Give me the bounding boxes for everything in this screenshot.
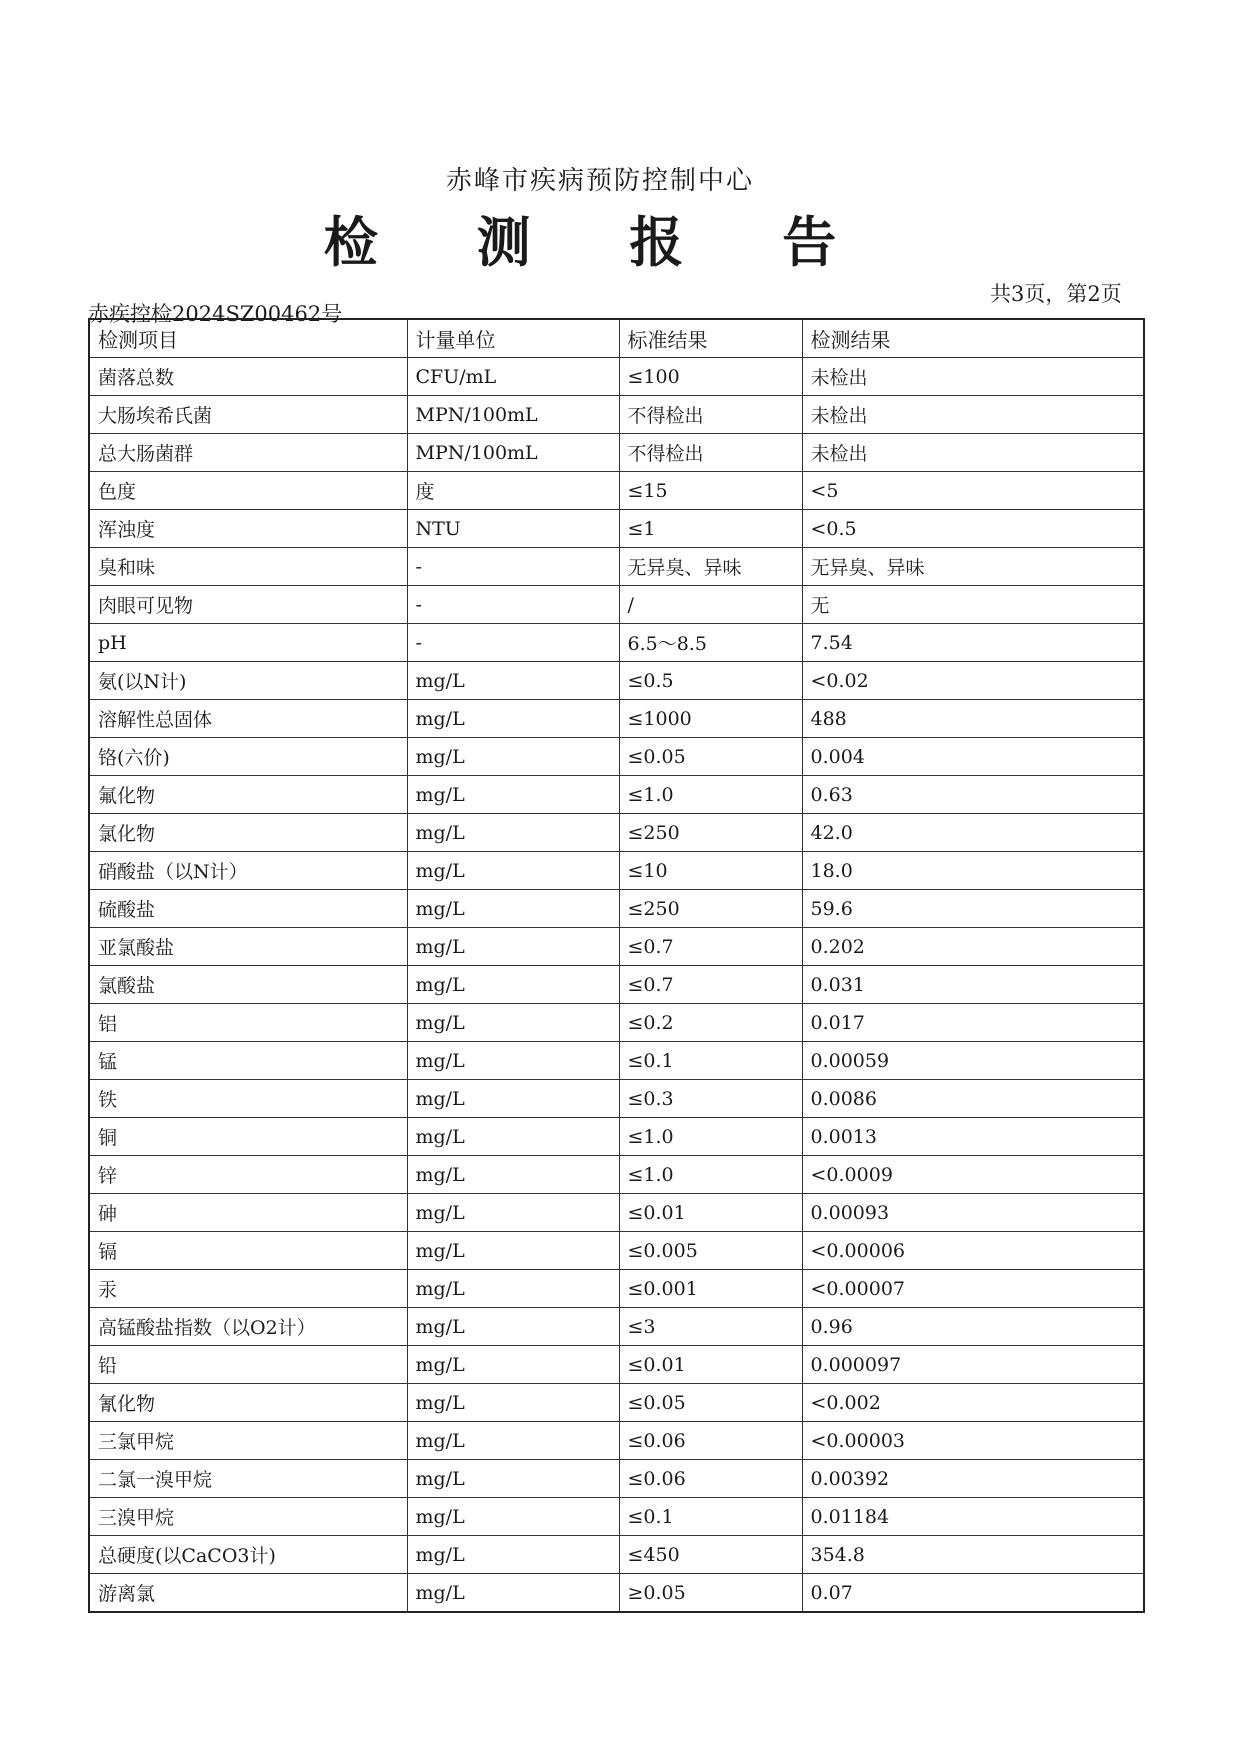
cell-item: 铜 <box>89 1118 407 1156</box>
table-row <box>89 1346 1144 1384</box>
cell-unit: mg/L <box>407 1270 619 1308</box>
page-info: 共3页，第2页 <box>990 282 1122 306</box>
cell-standard: ≤250 <box>619 890 802 928</box>
cell-standard: ≤450 <box>619 1536 802 1574</box>
table-row <box>89 1194 1144 1232</box>
cell-item: 砷 <box>89 1194 407 1232</box>
cell-result: <0.00003 <box>802 1422 1144 1460</box>
cell-standard: ≤0.1 <box>619 1042 802 1080</box>
cell-result: <0.5 <box>802 510 1144 548</box>
cell-unit: NTU <box>407 510 619 548</box>
column-header-standard: 标准结果 <box>619 319 802 358</box>
cell-unit: mg/L <box>407 890 619 928</box>
cell-item: 镉 <box>89 1232 407 1270</box>
cell-unit: mg/L <box>407 738 619 776</box>
report-number: 赤疾控检2024SZ00462号 <box>88 302 343 326</box>
cell-item: 游离氯 <box>89 1574 407 1613</box>
cell-item: 总大肠菌群 <box>89 434 407 472</box>
cell-result: 未检出 <box>802 358 1144 396</box>
cell-item: 铅 <box>89 1346 407 1384</box>
table-row <box>89 548 1144 586</box>
cell-item: 氯酸盐 <box>89 966 407 1004</box>
cell-standard: ≤0.06 <box>619 1460 802 1498</box>
cell-unit: mg/L <box>407 776 619 814</box>
table-row <box>89 814 1144 852</box>
column-header-unit: 计量单位 <box>407 319 619 358</box>
cell-unit: mg/L <box>407 1422 619 1460</box>
cell-result: 0.031 <box>802 966 1144 1004</box>
table-row <box>89 890 1144 928</box>
cell-unit: mg/L <box>407 1574 619 1613</box>
cell-item: 铝 <box>89 1004 407 1042</box>
cell-standard: ≤0.5 <box>619 662 802 700</box>
cell-standard: ≤0.05 <box>619 738 802 776</box>
cell-standard: ≤1.0 <box>619 776 802 814</box>
cell-unit: MPN/100mL <box>407 396 619 434</box>
cell-standard: 不得检出 <box>619 434 802 472</box>
table-row <box>89 1042 1144 1080</box>
cell-standard: ≤0.06 <box>619 1422 802 1460</box>
cell-item: pH <box>89 624 407 662</box>
table-row <box>89 472 1144 510</box>
cell-result: 0.004 <box>802 738 1144 776</box>
cell-result: 42.0 <box>802 814 1144 852</box>
cell-result: 未检出 <box>802 396 1144 434</box>
cell-item: 三溴甲烷 <box>89 1498 407 1536</box>
cell-result: <0.0009 <box>802 1156 1144 1194</box>
table-row <box>89 1460 1144 1498</box>
cell-standard: ≤1.0 <box>619 1118 802 1156</box>
cell-result: 未检出 <box>802 434 1144 472</box>
cell-standard: ≤0.01 <box>619 1346 802 1384</box>
table-row <box>89 586 1144 624</box>
cell-unit: mg/L <box>407 700 619 738</box>
table-row <box>89 1574 1144 1613</box>
cell-item: 铁 <box>89 1080 407 1118</box>
cell-item: 氟化物 <box>89 776 407 814</box>
cell-unit: mg/L <box>407 852 619 890</box>
cell-standard: ≤0.05 <box>619 1384 802 1422</box>
table-row <box>89 852 1144 890</box>
cell-unit: mg/L <box>407 1346 619 1384</box>
table-row <box>89 434 1144 472</box>
cell-item: 臭和味 <box>89 548 407 586</box>
cell-unit: mg/L <box>407 1308 619 1346</box>
table-row <box>89 1498 1144 1536</box>
cell-unit: CFU/mL <box>407 358 619 396</box>
cell-item: 大肠埃希氏菌 <box>89 396 407 434</box>
cell-result: 59.6 <box>802 890 1144 928</box>
cell-unit: mg/L <box>407 928 619 966</box>
cell-result: 0.63 <box>802 776 1144 814</box>
cell-unit: 度 <box>407 472 619 510</box>
cell-result: <0.002 <box>802 1384 1144 1422</box>
cell-unit: mg/L <box>407 1384 619 1422</box>
cell-result: 488 <box>802 700 1144 738</box>
table-row <box>89 1536 1144 1574</box>
table-row <box>89 1270 1144 1308</box>
cell-result: 354.8 <box>802 1536 1144 1574</box>
cell-standard: 无异臭、异味 <box>619 548 802 586</box>
cell-standard: ≤0.01 <box>619 1194 802 1232</box>
cell-item: 氨(以N计) <box>89 662 407 700</box>
table-row <box>89 662 1144 700</box>
cell-result: 0.0086 <box>802 1080 1144 1118</box>
cell-result: <5 <box>802 472 1144 510</box>
table-row <box>89 396 1144 434</box>
cell-item: 菌落总数 <box>89 358 407 396</box>
cell-standard: ≤15 <box>619 472 802 510</box>
cell-standard: ≤0.001 <box>619 1270 802 1308</box>
cell-standard: ≤0.2 <box>619 1004 802 1042</box>
cell-item: 浑浊度 <box>89 510 407 548</box>
table-row <box>89 358 1144 396</box>
cell-item: 溶解性总固体 <box>89 700 407 738</box>
table-row <box>89 738 1144 776</box>
table-row <box>89 624 1144 662</box>
table-row <box>89 1232 1144 1270</box>
table-row <box>89 1080 1144 1118</box>
table-row <box>89 928 1144 966</box>
cell-result: 0.00059 <box>802 1042 1144 1080</box>
cell-unit: - <box>407 548 619 586</box>
cell-unit: mg/L <box>407 1498 619 1536</box>
cell-result: 0.202 <box>802 928 1144 966</box>
cell-item: 氯化物 <box>89 814 407 852</box>
table-row <box>89 1156 1144 1194</box>
cell-standard: ≤0.005 <box>619 1232 802 1270</box>
cell-standard: ≤1 <box>619 510 802 548</box>
cell-standard: ≤1.0 <box>619 1156 802 1194</box>
cell-unit: mg/L <box>407 1156 619 1194</box>
cell-standard: ≤1000 <box>619 700 802 738</box>
table-row <box>89 1118 1144 1156</box>
cell-result: <0.02 <box>802 662 1144 700</box>
cell-result: 0.01184 <box>802 1498 1144 1536</box>
cell-item: 三氯甲烷 <box>89 1422 407 1460</box>
results-table <box>88 318 1145 1613</box>
cell-result: 0.96 <box>802 1308 1144 1346</box>
cell-result: 7.54 <box>802 624 1144 662</box>
cell-unit: mg/L <box>407 814 619 852</box>
cell-standard: ≤3 <box>619 1308 802 1346</box>
table-row <box>89 510 1144 548</box>
cell-unit: mg/L <box>407 1194 619 1232</box>
cell-item: 高锰酸盐指数（以O2计） <box>89 1308 407 1346</box>
cell-result: <0.00007 <box>802 1270 1144 1308</box>
cell-standard: ≥0.05 <box>619 1574 802 1613</box>
cell-result: 无异臭、异味 <box>802 548 1144 586</box>
cell-unit: mg/L <box>407 1042 619 1080</box>
cell-item: 锰 <box>89 1042 407 1080</box>
cell-result: 18.0 <box>802 852 1144 890</box>
cell-unit: mg/L <box>407 1460 619 1498</box>
cell-result: 0.00392 <box>802 1460 1144 1498</box>
table-row <box>89 700 1144 738</box>
cell-unit: MPN/100mL <box>407 434 619 472</box>
cell-item: 氰化物 <box>89 1384 407 1422</box>
cell-item: 二氯一溴甲烷 <box>89 1460 407 1498</box>
cell-standard: ≤0.1 <box>619 1498 802 1536</box>
cell-item: 硫酸盐 <box>89 890 407 928</box>
cell-unit: mg/L <box>407 662 619 700</box>
cell-standard: / <box>619 586 802 624</box>
cell-item: 铬(六价) <box>89 738 407 776</box>
cell-unit: mg/L <box>407 966 619 1004</box>
table-row <box>89 776 1144 814</box>
cell-item: 汞 <box>89 1270 407 1308</box>
cell-unit: - <box>407 624 619 662</box>
report-title: 检 测 报 告 <box>323 210 877 274</box>
table-row <box>89 1422 1144 1460</box>
table-row <box>89 1384 1144 1422</box>
cell-standard: ≤100 <box>619 358 802 396</box>
cell-standard: 6.5～8.5 <box>619 624 802 662</box>
cell-item: 锌 <box>89 1156 407 1194</box>
column-header-item: 检测项目 <box>89 319 407 358</box>
organization-name: 赤峰市疾病预防控制中心 <box>445 166 754 196</box>
table-row <box>89 1308 1144 1346</box>
cell-standard: ≤10 <box>619 852 802 890</box>
cell-standard: 不得检出 <box>619 396 802 434</box>
cell-standard: ≤250 <box>619 814 802 852</box>
table-row <box>89 1004 1144 1042</box>
cell-result: 0.000097 <box>802 1346 1144 1384</box>
cell-unit: mg/L <box>407 1080 619 1118</box>
table-row <box>89 966 1144 1004</box>
cell-result: 0.0013 <box>802 1118 1144 1156</box>
cell-unit: mg/L <box>407 1118 619 1156</box>
cell-item: 总硬度(以CaCO3计) <box>89 1536 407 1574</box>
cell-item: 亚氯酸盐 <box>89 928 407 966</box>
table-header-row <box>89 319 1144 358</box>
cell-standard: ≤0.7 <box>619 928 802 966</box>
cell-result: 无 <box>802 586 1144 624</box>
cell-item: 硝酸盐（以N计） <box>89 852 407 890</box>
cell-unit: mg/L <box>407 1004 619 1042</box>
cell-unit: - <box>407 586 619 624</box>
cell-result: <0.00006 <box>802 1232 1144 1270</box>
column-header-result: 检测结果 <box>802 319 1144 358</box>
cell-standard: ≤0.3 <box>619 1080 802 1118</box>
cell-result: 0.017 <box>802 1004 1144 1042</box>
cell-unit: mg/L <box>407 1232 619 1270</box>
cell-standard: ≤0.7 <box>619 966 802 1004</box>
cell-unit: mg/L <box>407 1536 619 1574</box>
cell-item: 肉眼可见物 <box>89 586 407 624</box>
cell-result: 0.07 <box>802 1574 1144 1613</box>
cell-result: 0.00093 <box>802 1194 1144 1232</box>
cell-item: 色度 <box>89 472 407 510</box>
